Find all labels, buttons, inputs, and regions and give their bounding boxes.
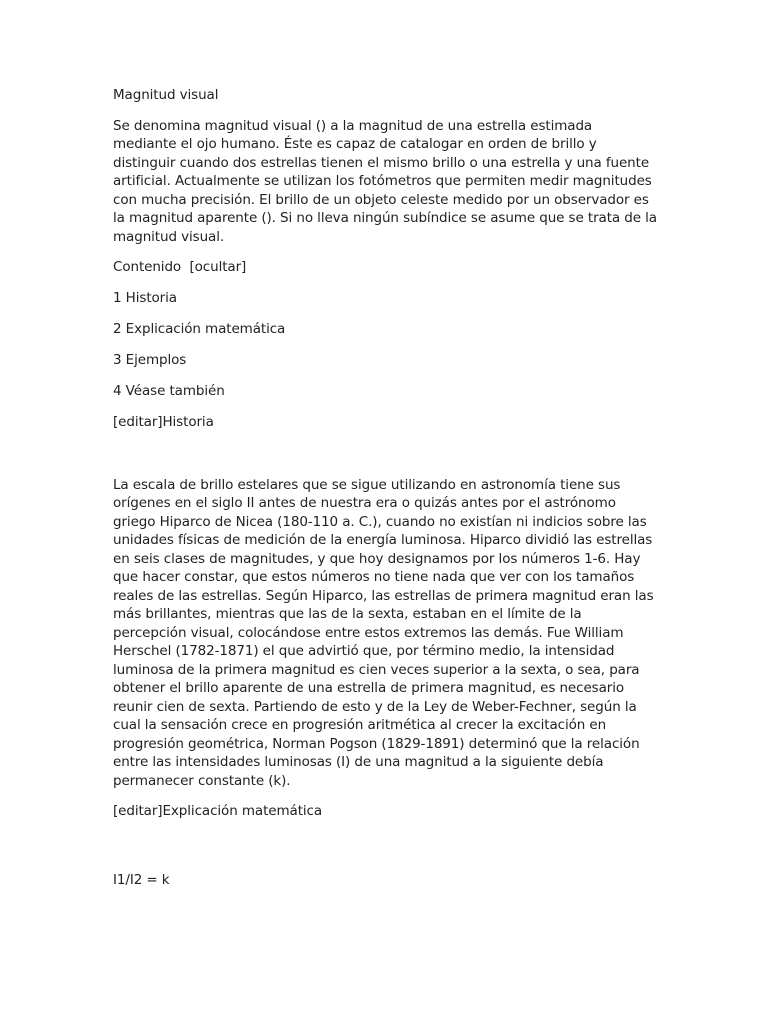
edit-link-explicacion[interactable]: [editar] [113, 803, 163, 819]
toc-toggle-link[interactable]: [ocultar] [189, 259, 247, 275]
section-title-explicacion: Explicación matemática [162, 803, 323, 819]
section-title-historia: Historia [162, 414, 214, 430]
section-heading-explicacion [113, 802, 658, 821]
section-spacer [113, 833, 658, 871]
edit-link-historia[interactable]: [editar] [113, 414, 163, 430]
toc-item-vease[interactable]: 4 Véase también [113, 383, 225, 399]
historia-paragraph: La escala de brillo estelares que se sigue utilizando en astronomía tiene sus orígenes en el siglo II antes de nuestra era o quizás antes por el astrónomo griego Hiparco de Nicea (180-110 a. C.), cuando no existían ni indicios sobre las unidades físicas de medición de la energía luminosa. Hiparco dividió las estrellas en seis clases de magnitudes, y que hoy designamos por los números 1-6. Hay que hacer constar, que estos números no tiene nada que ver con los tamaños reales de las estrellas. Según Hiparco, las estrellas de primera magnitud eran las más brillantes, mientras que las de la sexta, estaban en el límite de la percepción visual, colocándose entre estos extremos las demás. Fue William Herschel (1782-1871) el que advirtió que, por término medio, la intensidad luminosa de la primera magnitud es cien veces superior a la sexta, o sea, para obtener el brillo aparente de una estrella de primera magnitud, es necesario reunir cien de sexta. Partiendo de esto y de la Ley de Weber-Fechner, según la cual la sensación crece en progresión aritmética al crecer la excitación en progresión geométrica, Norman Pogson (1829-1891) determinó que la relación entre las intensidades luminosas (I) de una magnitud a la siguiente debía permanecer constante (k). [113, 476, 654, 789]
equation: I1/I2 = k [113, 871, 170, 888]
toc-header [113, 258, 658, 277]
toc-item-ejemplos[interactable]: 3 Ejemplos [113, 352, 187, 368]
toc-label: Contenido [113, 259, 182, 275]
document-page [113, 86, 658, 889]
section-spacer [113, 444, 658, 476]
toc-item-historia[interactable]: 1 Historia [113, 290, 177, 306]
toc-item-explicacion[interactable]: 2 Explicación matemática [113, 321, 286, 337]
intro-paragraph: Se denomina magnitud visual () a la magnitud de una estrella estimada mediante el ojo humano. Éste es capaz de catalogar en orden de brillo y distinguir cuando dos estrellas tienen el mismo brillo o una estrella y una fuente artificial. Actualmente se utilizan los fotómetros que permiten medir magnitudes con mucha precisión. El brillo de un objeto celeste medido por un observador es la magnitud aparente (). Si no lleva ningún subíndice se asume que se trata de la magnitud visual. [113, 117, 657, 245]
section-heading-historia [113, 413, 658, 432]
page-title: Magnitud visual [113, 87, 219, 103]
